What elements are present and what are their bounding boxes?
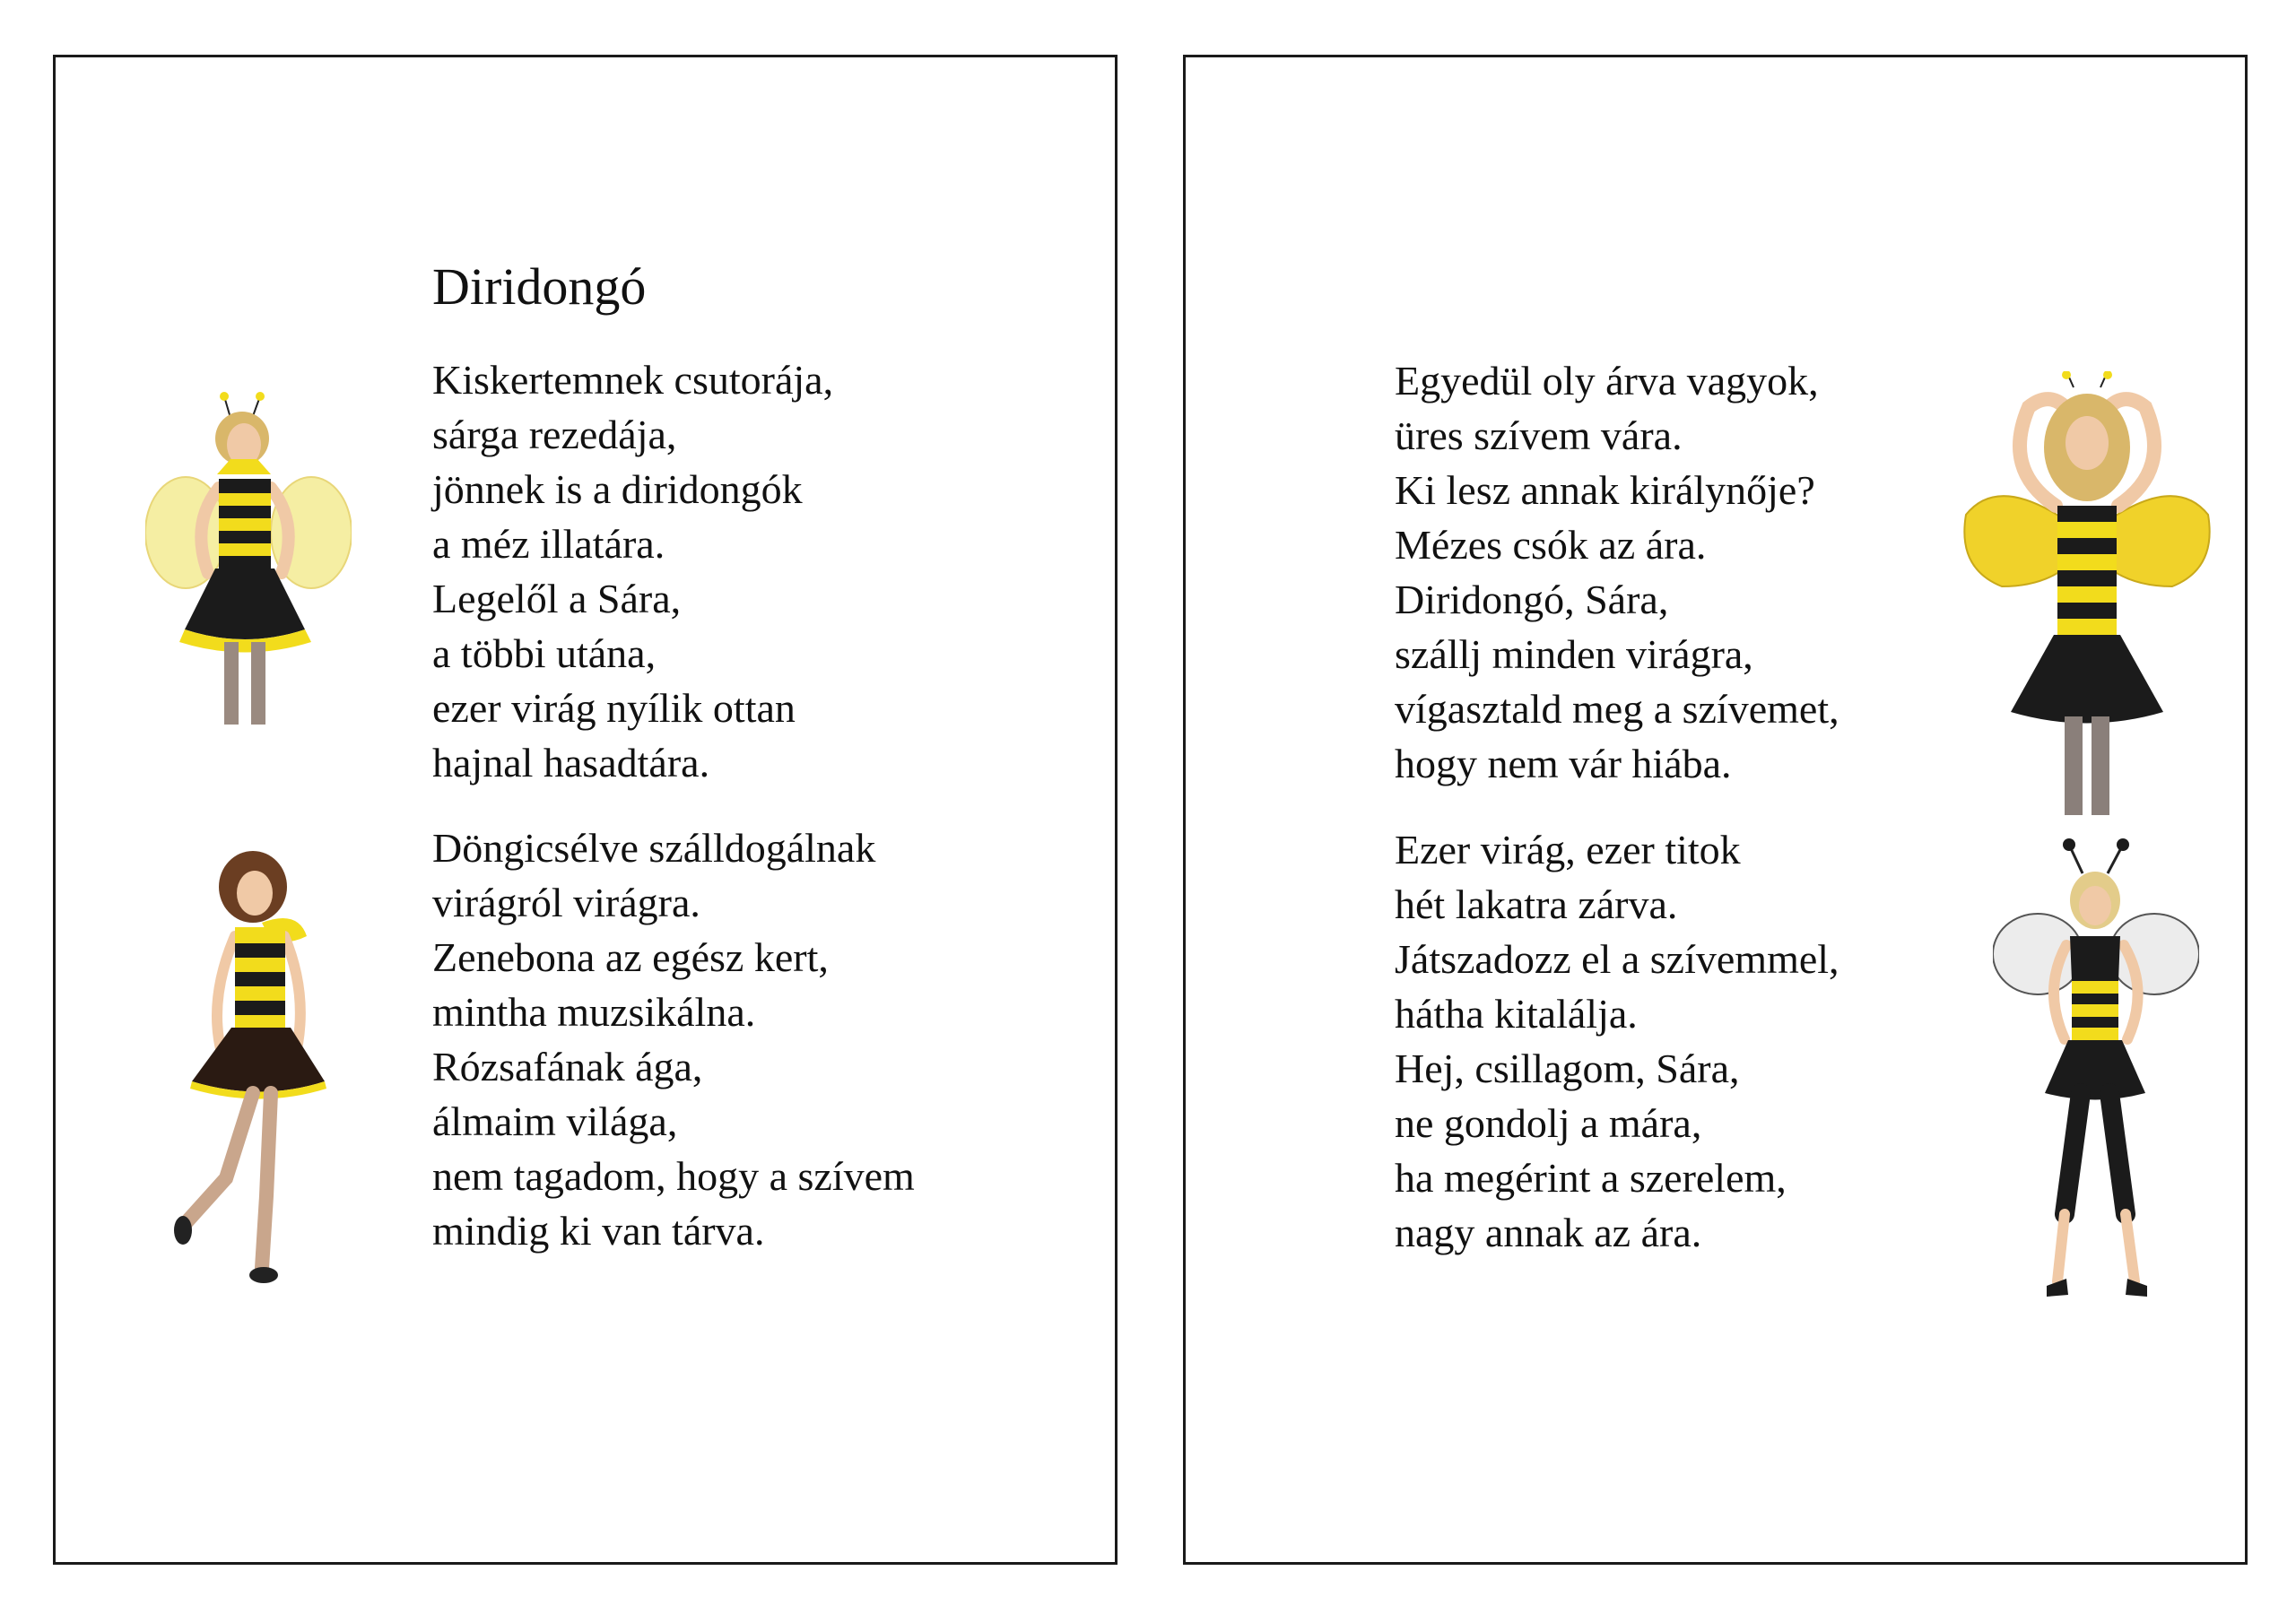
bee-costume-figure-4 [1993,838,2199,1313]
verse-line: Legelől a Sára, [432,576,682,621]
verse-line: hajnal hasadtára. [432,740,710,785]
verse-line: szállj minden virágra, [1395,631,1753,677]
verse-line: ha megérint a szerelem, [1395,1155,1787,1201]
verse-line: hogy nem vár hiába. [1395,741,1732,786]
left-page [53,55,1118,1565]
verse-line: üres szívem vára. [1395,412,1683,458]
verse-line: Rózsafának ága, [432,1044,703,1089]
right-page [1183,55,2248,1565]
verse-line: virágról virágra. [432,880,700,925]
verse-line: sárga rezedája, [432,412,677,457]
verse-line: vígasztald meg a szívemet, [1395,686,1839,732]
verse-line: Játszadozz el a szívemmel, [1395,936,1839,982]
verse-line: Ki lesz annak királynője? [1395,467,1815,513]
left-stanza-1 [432,352,833,790]
verse-line: mintha muzsikálna. [432,989,756,1035]
verse-line: Diridongó, Sára, [1395,577,1669,622]
bee-costume-figure-icon [172,838,352,1304]
verse-line: Mézes csók az ára. [1395,522,1707,568]
bee-costume-figure-3 [1948,371,2226,820]
verse-line: nagy annak az ára. [1395,1210,1702,1255]
verse-line: hátha kitalálja. [1395,991,1638,1037]
verse-line: ne gondolj a mára, [1395,1100,1702,1146]
verse-line: álmaim világa, [432,1098,678,1144]
verse-line: a méz illatára. [432,521,665,567]
left-stanza-2 [432,820,915,1258]
verse-line: hét lakatra zárva. [1395,881,1678,927]
verse-line: jönnek is a diridongók [432,466,803,512]
bee-costume-figure-2 [172,838,352,1304]
bee-costume-figure-icon [145,389,352,730]
bee-costume-figure-1 [145,389,352,730]
verse-line: Egyedül oly árva vagyok, [1395,358,1819,404]
verse-line: Kiskertemnek csutorája, [432,357,834,403]
right-stanza-1 [1395,353,1839,791]
verse-line: ezer virág nyílik ottan [432,685,796,731]
right-stanza-2 [1395,822,1839,1260]
bee-costume-figure-icon [1948,371,2226,820]
verse-line: a többi utána, [432,630,657,676]
verse-line: Hej, csillagom, Sára, [1395,1046,1740,1091]
verse-line: Ezer virág, ezer titok [1395,827,1741,872]
verse-line: Zenebona az egész kert, [432,934,829,980]
verse-line: Döngicsélve szálldogálnak [432,825,876,871]
poem-title: Diridongó [432,257,647,316]
bee-costume-figure-icon [1993,838,2199,1313]
verse-line: nem tagadom, hogy a szívem [432,1153,915,1199]
verse-line: mindig ki van tárva. [432,1208,765,1254]
